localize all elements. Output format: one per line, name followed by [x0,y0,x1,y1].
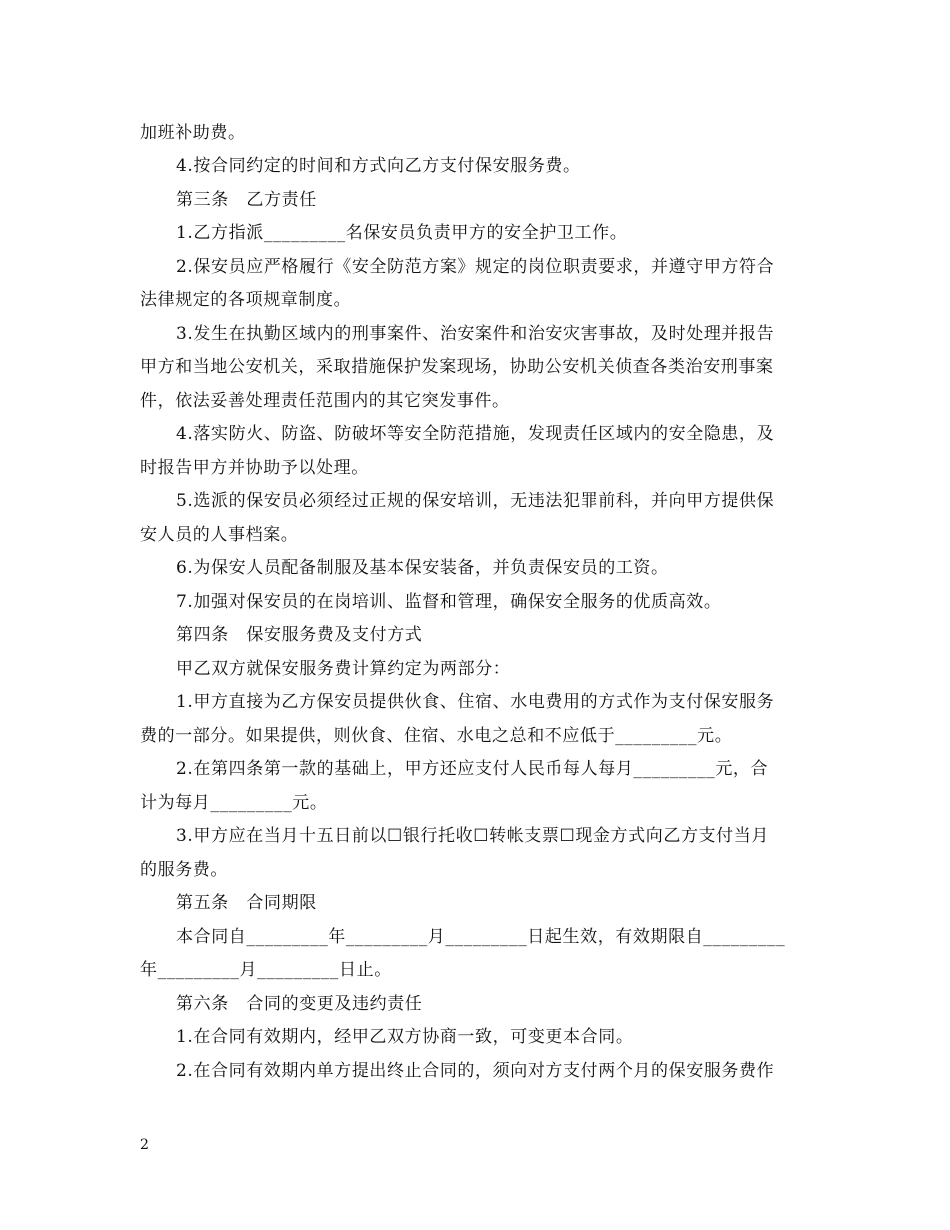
paragraph-line: 4.落实防火、防盗、防破坏等安全防范措施，发现责任区域内的安全隐患，及 [176,424,775,444]
section-heading: 第五条 合同期限 [176,893,317,913]
paragraph-line: 费的一部分。如果提供，则伙食、住宿、水电之总和不应低于_________元。 [140,726,733,746]
paragraph-line: 的服务费。 [140,860,228,880]
page-number: 2 [140,1137,149,1153]
paragraph-line: 计为每月_________元。 [140,793,328,813]
section-heading: 第四条 保安服务费及支付方式 [176,625,423,645]
paragraph-line: 3.发生在执勤区域内的刑事案件、治安案件和治安灾害事故，及时处理并报告 [176,324,775,344]
section-heading: 第三条 乙方责任 [176,190,317,210]
paragraph-line: 5.选派的保安员必须经过正规的保安培训，无违法犯罪前科，并向甲方提供保 [176,491,775,511]
paragraph-line: 1.甲方直接为乙方保安员提供伙食、住宿、水电费用的方式作为支付保安服务 [176,692,775,712]
paragraph-line: 2.在合同有效期内单方提出终止合同的，须向对方支付两个月的保安服务费作 [176,1061,775,1081]
paragraph-line: 时报告甲方并协助予以处理。 [140,458,369,478]
paragraph-line: 2.在第四条第一款的基础上，甲方还应支付人民币每人每月_________元，合 [176,759,769,779]
paragraph-line: 法律规定的各项规章制度。 [140,290,352,310]
paragraph-line: 3.甲方应在当月十五日前以☐银行托收☐转帐支票☐现金方式向乙方支付当月 [176,826,769,846]
paragraph-line: 2.保安员应严格履行《安全防范方案》规定的岗位职责要求，并遵守甲方符合 [176,257,775,277]
paragraph-line: 年_________月_________日止。 [140,960,392,980]
paragraph-line: 6.为保安人员配备制服及基本保安装备，并负责保安员的工资。 [176,558,669,578]
paragraph-line: 甲方和当地公安机关，采取措施保护发案现场，协助公安机关侦查各类治安刑事案 [140,357,774,377]
paragraph-line: 件，依法妥善处理责任范围内的其它突发事件。 [140,391,510,411]
paragraph-line: 安人员的人事档案。 [140,525,299,545]
paragraph-line: 4.按合同约定的时间和方式向乙方支付保安服务费。 [176,156,581,176]
paragraph-line: 本合同自_________年_________月_________日起生效，有效期限自_________ [176,927,786,947]
paragraph-line: 甲乙双方就保安服务费计算约定为两部分： [176,659,511,679]
paragraph-line: 1.乙方指派_________名保安员负责甲方的安全护卫工作。 [176,223,628,243]
paragraph-line: 加班补助费。 [140,123,246,143]
paragraph-line: 1.在合同有效期内，经甲乙双方协商一致，可变更本合同。 [176,1027,634,1047]
section-heading: 第六条 合同的变更及违约责任 [176,994,423,1014]
paragraph-line: 7.加强对保安员的在岗培训、监督和管理，确保安全服务的优质高效。 [176,592,722,612]
